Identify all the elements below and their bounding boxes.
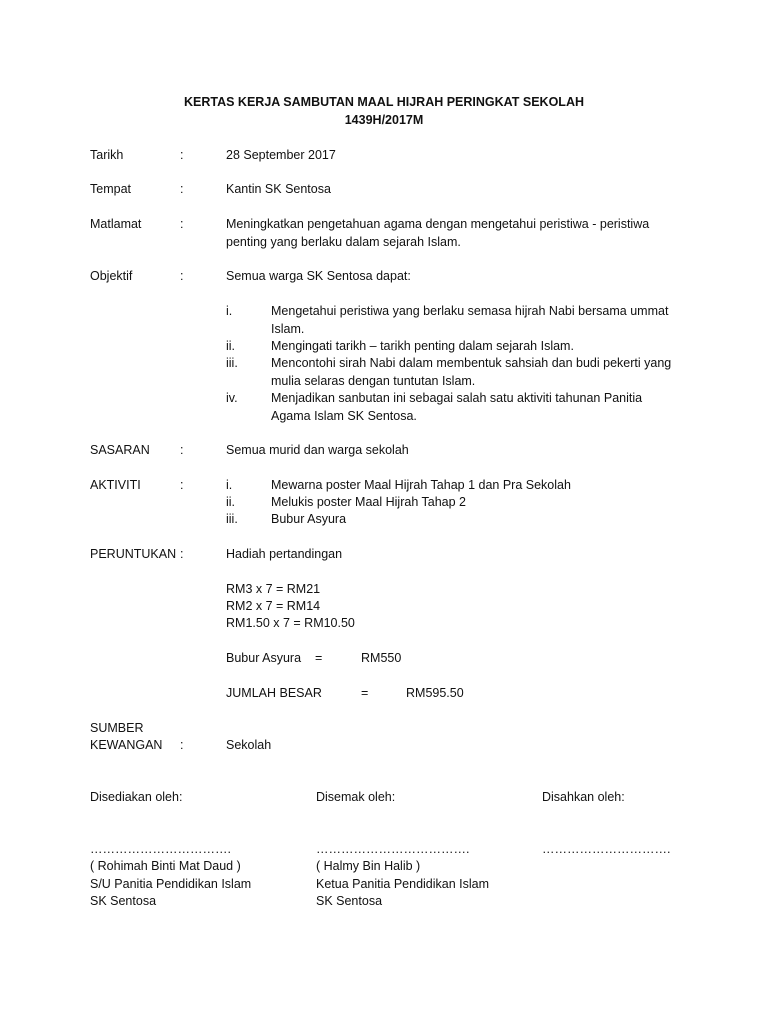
signatory-org: SK Sentosa: [90, 894, 157, 908]
tempat-value: Kantin SK Sentosa: [226, 182, 331, 196]
aktiviti-item-num: i.: [226, 478, 233, 492]
aktiviti-item-num: iii.: [226, 512, 238, 526]
aktiviti-colon: :: [180, 478, 184, 492]
document-title: KERTAS KERJA SAMBUTAN MAAL HIJRAH PERINGKAT SEKOLAH: [183, 95, 584, 109]
objektif-item-num: ii.: [226, 339, 236, 353]
objektif-item-num: iv.: [226, 391, 238, 405]
bubur-value: RM550: [361, 651, 402, 665]
aktiviti-item-text: Melukis poster Maal Hijrah Tahap 2: [271, 495, 467, 509]
aktiviti-label: AKTIVITI: [90, 478, 141, 492]
jumlah-besar-label: JUMLAH BESAR: [226, 686, 322, 700]
tempat-label: Tempat: [90, 182, 131, 196]
objektif-intro: Semua warga SK Sentosa dapat:: [226, 269, 411, 283]
peruntukan-line: RM1.50 x 7 = RM10.50: [226, 616, 355, 630]
objektif-label: Objektif: [90, 269, 133, 283]
peruntukan-heading: Hadiah pertandingan: [226, 547, 343, 561]
signatory-role: Ketua Panitia Pendidikan Islam: [316, 877, 490, 891]
peruntukan-label: PERUNTUKAN: [90, 547, 177, 561]
matlamat-colon: :: [180, 217, 184, 231]
matlamat-value: Meningkatkan pengetahuan agama dengan mengetahui peristiwa - peristiwa penting yang berlaku dalam sejarah Islam.: [226, 217, 650, 249]
matlamat-label: Matlamat: [90, 217, 142, 231]
bubur-label: Bubur Asyura: [226, 651, 302, 665]
jumlah-besar-value: RM595.50: [406, 686, 464, 700]
signature-line: ……………………………….: [316, 842, 470, 856]
objektif-item-text: Mencontohi sirah Nabi dalam membentuk sahsiah dan budi pekerti yang mulia selaras dengan tuntutan Islam.: [271, 356, 672, 388]
signatory-name: ( Halmy Bin Halib ): [316, 859, 421, 873]
aktiviti-item-text: Bubur Asyura: [271, 512, 347, 526]
document-subtitle: 1439H/2017M: [344, 113, 424, 127]
sasaran-label: SASARAN: [90, 443, 150, 457]
tarikh-colon: :: [180, 148, 184, 162]
sumber-label: SUMBER: [90, 721, 144, 735]
peruntukan-line: RM2 x 7 = RM14: [226, 599, 321, 613]
objektif-item-text: Menjadikan sanbutan ini sebagai salah satu aktiviti tahunan Panitia Agama Islam SK Sentosa.: [271, 391, 643, 423]
objektif-item-num: iii.: [226, 356, 238, 370]
peruntukan-line: RM3 x 7 = RM21: [226, 582, 321, 596]
objektif-item-text: Mengingati tarikh – tarikh penting dalam sejarah Islam.: [271, 339, 574, 353]
sumber-value: Sekolah: [226, 738, 272, 752]
jumlah-besar-equals: =: [361, 686, 369, 700]
signature-line: …………………………….: [90, 842, 231, 856]
aktiviti-item-text: Mewarna poster Maal Hijrah Tahap 1 dan Pra Sekolah: [271, 478, 571, 492]
peruntukan-colon: :: [180, 547, 184, 561]
signature-heading: Disemak oleh:: [316, 790, 396, 804]
objektif-item-num: i.: [226, 304, 233, 318]
sasaran-colon: :: [180, 443, 184, 457]
sumber-colon: :: [180, 738, 184, 752]
objektif-item-text: Mengetahui peristiwa yang berlaku semasa hijrah Nabi bersama ummat Islam.: [271, 304, 669, 336]
signatory-name: ( Rohimah Binti Mat Daud ): [90, 859, 241, 873]
bubur-equals: =: [315, 651, 323, 665]
sasaran-value: Semua murid dan warga sekolah: [226, 443, 409, 457]
tarikh-value: 28 September 2017: [226, 148, 336, 162]
signature-heading: Disediakan oleh:: [90, 790, 183, 804]
signatory-org: SK Sentosa: [316, 894, 383, 908]
signature-line: ………………………….: [542, 842, 671, 856]
tarikh-label: Tarikh: [90, 148, 124, 162]
signatory-role: S/U Panitia Pendidikan Islam: [90, 877, 252, 891]
signature-heading: Disahkan oleh:: [542, 790, 625, 804]
aktiviti-item-num: ii.: [226, 495, 236, 509]
kewangan-label: KEWANGAN: [90, 738, 163, 752]
objektif-colon: :: [180, 269, 184, 283]
tempat-colon: :: [180, 182, 184, 196]
